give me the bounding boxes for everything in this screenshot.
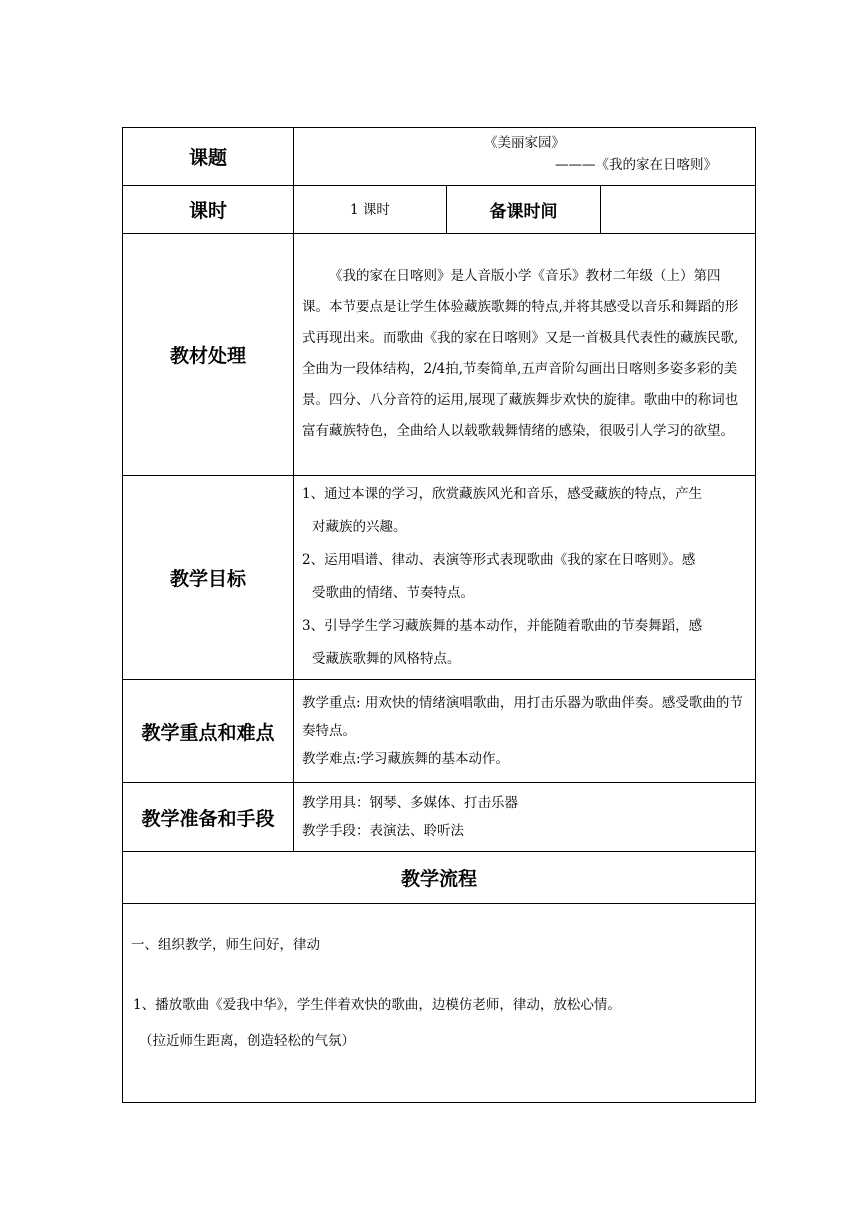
teaching-tools: 教学用具：钢琴、多媒体、打击乐器: [302, 795, 518, 811]
prep-time-label: 备课时间: [447, 186, 601, 234]
teaching-focus: 教学重点: 用欢快的情绪演唱歌曲，用打击乐器为歌曲伴奏。感受歌曲的节奏特点。: [302, 695, 743, 739]
topic-title: 《美丽家园》: [484, 135, 565, 151]
topic-subtitle: ———《我的家在日喀则》: [555, 157, 718, 173]
period-label: 课时: [123, 186, 294, 234]
goal-1-line1: 1、通过本课的学习，欣赏藏族风光和音乐，感受藏族的特点，产生: [302, 486, 703, 502]
flow-header-row: [123, 852, 756, 904]
prep-time-value: [601, 186, 756, 234]
flow-note-1: （拉近师生距离，创造轻松的气氛）: [139, 1033, 355, 1049]
material-row: [123, 234, 756, 476]
goal-1-line2: 对藏族的兴趣。: [312, 519, 407, 535]
period-row: [123, 186, 756, 234]
teaching-difficulty: 教学难点:学习藏族舞的基本动作。: [302, 751, 510, 767]
material-label: 教材处理: [123, 234, 294, 476]
keypoints-content: [294, 685, 755, 777]
flow-body-row: [123, 904, 756, 1103]
preparation-label: 教学准备和手段: [123, 783, 294, 852]
keypoints-label: 教学重点和难点: [123, 680, 294, 783]
flow-section-1: 一、组织教学，师生问好，律动: [131, 937, 320, 953]
keypoints-row: [123, 680, 756, 783]
goals-label: 教学目标: [123, 476, 294, 680]
topic-cell: [294, 128, 756, 186]
preparation-row: [123, 783, 756, 852]
topic-label: 课题: [123, 128, 294, 186]
flow-title: 教学流程: [123, 852, 756, 904]
goal-item: [294, 477, 755, 678]
material-cell: [294, 234, 756, 476]
goal-2-line2: 受歌曲的情绪、节奏特点。: [312, 585, 474, 601]
flow-content: [123, 904, 756, 1103]
goal-3-line2: 受藏族歌舞的风格特点。: [312, 651, 461, 667]
goal-2-line1: 2、运用唱谱、律动、表演等形式表现歌曲《我的家在日喀则》。感: [302, 552, 696, 568]
flow-step-1: 1、播放歌曲《爱我中华》，学生伴着欢快的歌曲，边模仿老师，律动，放松心情。: [133, 997, 621, 1013]
keypoints-cell: [294, 680, 756, 783]
period-value: 1 课时: [294, 186, 447, 234]
teaching-methods: 教学手段：表演法、聆听法: [302, 823, 464, 839]
material-text: 《我的家在日喀则》是人音版小学《音乐》教材二年级（上）第四课。本节要点是让学生体验藏族歌舞的特点,并将其感受以音乐和舞蹈的形式再现出来。而歌曲《我的家在日喀则》又是一首极具代表性的藏族民歌,全曲为一段体结构，2/4拍,节奏简单,五声音阶勾画出日喀则多姿多彩的美景。四分、八分音符的运用,展现了藏族舞步欢快的旋律。歌曲中的称词也富有藏族特色，全曲给人以载歌载舞情绪的感染，很吸引人学习的欲望。: [302, 267, 739, 439]
lesson-plan-table: [122, 127, 756, 1103]
goals-cell: [294, 476, 756, 680]
goals-row: [123, 476, 756, 680]
goal-3-line1: 3、引导学生学习藏族舞的基本动作，并能随着歌曲的节奏舞蹈，感: [302, 618, 703, 634]
topic-row: [123, 128, 756, 186]
preparation-content: [294, 785, 755, 849]
preparation-cell: [294, 783, 756, 852]
